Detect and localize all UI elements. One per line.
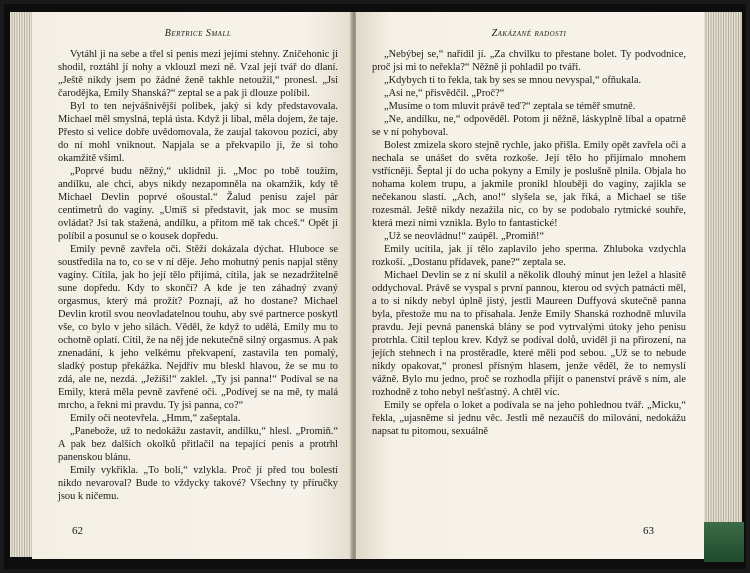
paragraph: „Ne, andílku, ne,“ odpověděl. Potom ji něžně, láskyplně líbal a opatrně se v ní pohyboval. — [372, 114, 686, 138]
page-edges-right — [704, 12, 742, 557]
paragraph: Emily pevně zavřela oči. Stěží dokázala dýchat. Hluboce se soustředila na to, co se v ní děje. Jeho mohutný penis napjal stěny vagíny. Cítila, jak ho její tělo přijímá, cítila, jak se nezadržitelně sune dopředu. Kdy to skončí? A kde je ten záhadný zvaný orgasmus, který má prožít? Poznají, až ho dostane? Michael Devlin krotil svou neovladatelnou touhu, aby své partnerce poskytl vše, co bylo v jeho silách. Věděl, že když to udělá, Emily mu to ochotně oplatí. Cítil, že na něj jde nekutečně silný orgasmus. A pak znenadání, k jeho velkému překvapení, zastavila ten pomalý, sladký postup překážka. Nejdřív mu bleskl hlavou, že se mu to zdá, ale ne, nezdá. „Ježíši!“ zaklel. „Ty jsi panna!“ Podíval se na Emily, která měla pevně zavřené oči. „Podívej se na mě, ty malá mrcho, a řekni mi pravdu. Ty jsi panna, co?“ — [58, 244, 338, 411]
page-number-left: 62 — [72, 525, 83, 537]
right-page — [356, 12, 704, 559]
right-page-text — [372, 48, 686, 438]
paragraph: „Panebože, už to nedokážu zastavit, andílku,“ hlesl. „Promiň.“ A pak bez dalších okolků přitlačil na tepající penis a protrhl panenskou blánu. — [58, 426, 338, 463]
left-page-text — [58, 48, 338, 503]
paragraph: „Nebýbej se,“ nařídil jí. „Za chvilku to přestane bolet. Ty podvodnice, proč jsi mi to neřekla?“ Něžně ji pohladil po tváři. — [372, 49, 686, 73]
cover-edge — [704, 522, 744, 562]
paragraph: Emily oči neotevřela. „Hmm,“ zašeptala. — [70, 413, 241, 424]
paragraph: Michael Devlin se z ní skulil a několik dlouhý minut jen ležel a hlasitě oddychoval. Právě se vyspal s první pannou, kterou od svých patnácti měl, a to si nikdy nebyl úplně jistý, jestli Maureen Duffyová skutečně panna byla, přestože mu na to přísahala. Jenže Emily Shanská rozhodně mluvila pravdu. Její pevná panenská blány se pod vytrvalými útoky jeho penisu protrhla. Cítil teplou krev. Když se podíval dolů, uviděl ji na přirození, na jejích stehnech i na prostěradle, které měli pod sebou. „Už se to nebude nikdy opakovat,“ pronesl přísným hlasem, jenže věděl, že to nemyslí vážně. Bylo mu jedno, proč se rozhodla přijít o panenství právě s ním, ale rozhodně z toho nebyl nešťastný. A chtěl víc. — [372, 270, 686, 398]
paragraph: „Asi ne,“ přisvědčil. „Proč?“ — [384, 88, 505, 99]
paragraph: „Musíme o tom mluvit právě teď?“ zeptala se téměř smutně. — [384, 101, 636, 112]
paragraph: Emily ucítila, jak jí tělo zaplavilo jeho sperma. Zhluboka vzdychla rozkoší. „Dostanu přídavek, pane?“ zeptala se. — [372, 244, 686, 268]
page-number-right: 63 — [643, 525, 654, 537]
open-book — [4, 4, 746, 569]
paragraph: „Už se neovládnu!“ zaúpěl. „Promiň!“ — [384, 231, 545, 242]
paragraph: Emily vykřikla. „To bolí,“ vzlykla. Proč jí před tou bolestí nikdo nevaroval? Bude to vždycky takové? Všechny ty příručky jsou k ničemu. — [58, 465, 338, 502]
paragraph: Bolest zmizela skoro stejně rychle, jako přišla. Emily opět zavřela oči a nechala se unášet do světa rozkoše. Její tělo ho přijímalo mnohem vstřícněji. Šeptal jí do ucha pokyny a Emily je poslušně plnila. Objala ho nohama kolem trupu, a jakmile pronikl hlouběji do vagíny, zajikla se nečekanou slastí. „Ach, ano!“ slyšela se, jak říká, a Michael se tiše rozesmál. Ještě nikdy nezažila nic, co by se podobalo rytmické souhře, která mezi nimi vznikla. Bylo to fantastické! — [372, 140, 686, 229]
paragraph: Vytáhl ji na sebe a třel si penis mezi jejími stehny. Zničehonic ji shodil, roztáhl jí nohy a vklouzl mezi ně. Vzal její tvář do dlaní. „Ještě nikdy jsem po žádné ženě takhle netoužil,“ pronesl. „Jsi čarodějka, Emily Shanská?“ zeptal se a pak ji dlouze políbil. — [58, 49, 338, 99]
running-head-right: Zakázané radosti — [491, 28, 567, 39]
paragraph: „Poprvé budu něžný,“ uklidnil ji. „Moc po tobě toužím, andílku, ale chci, abys nikdy nezapomněla na okamžik, kdy tě Michael Devlin poprvé ošoustal.“ Žalud penisu zajel pár centimetrů do vagíny. „Umíš si představit, jak moc se musím ovládat? Jsi tak stažená, andílku, a přitom mě tak chceš.“ Opět ji políbil a posunul se o kousek dopředu. — [58, 166, 338, 242]
paragraph: „Kdybych ti to řekla, tak by ses se mnou nevyspal,“ ofňukala. — [384, 75, 642, 86]
paragraph: Byl to ten nejvášnivější polibek, jaký si kdy představovala. Michael měl smyslná, teplá ústa. Když ji líbal, měla dojem, že taje. Přesto si velice dobře uvědomovala, že zaujal takovou pozici, aby do ní mohl vniknout. Napjala se a překvapilo ji, že si toho okamžitě všiml. — [58, 101, 338, 164]
left-page — [32, 12, 352, 559]
page-edges-left — [10, 12, 32, 557]
paragraph: Emily se opřela o loket a podívala se na jeho pohlednou tvář. „Micku,“ řekla, „ujasněme si jednu věc. Jestli mě nezaučíš do milování, nedokážu napsat tu pitomou, sexuálně — [372, 400, 686, 437]
running-head-left: Bertrice Small — [164, 28, 232, 39]
